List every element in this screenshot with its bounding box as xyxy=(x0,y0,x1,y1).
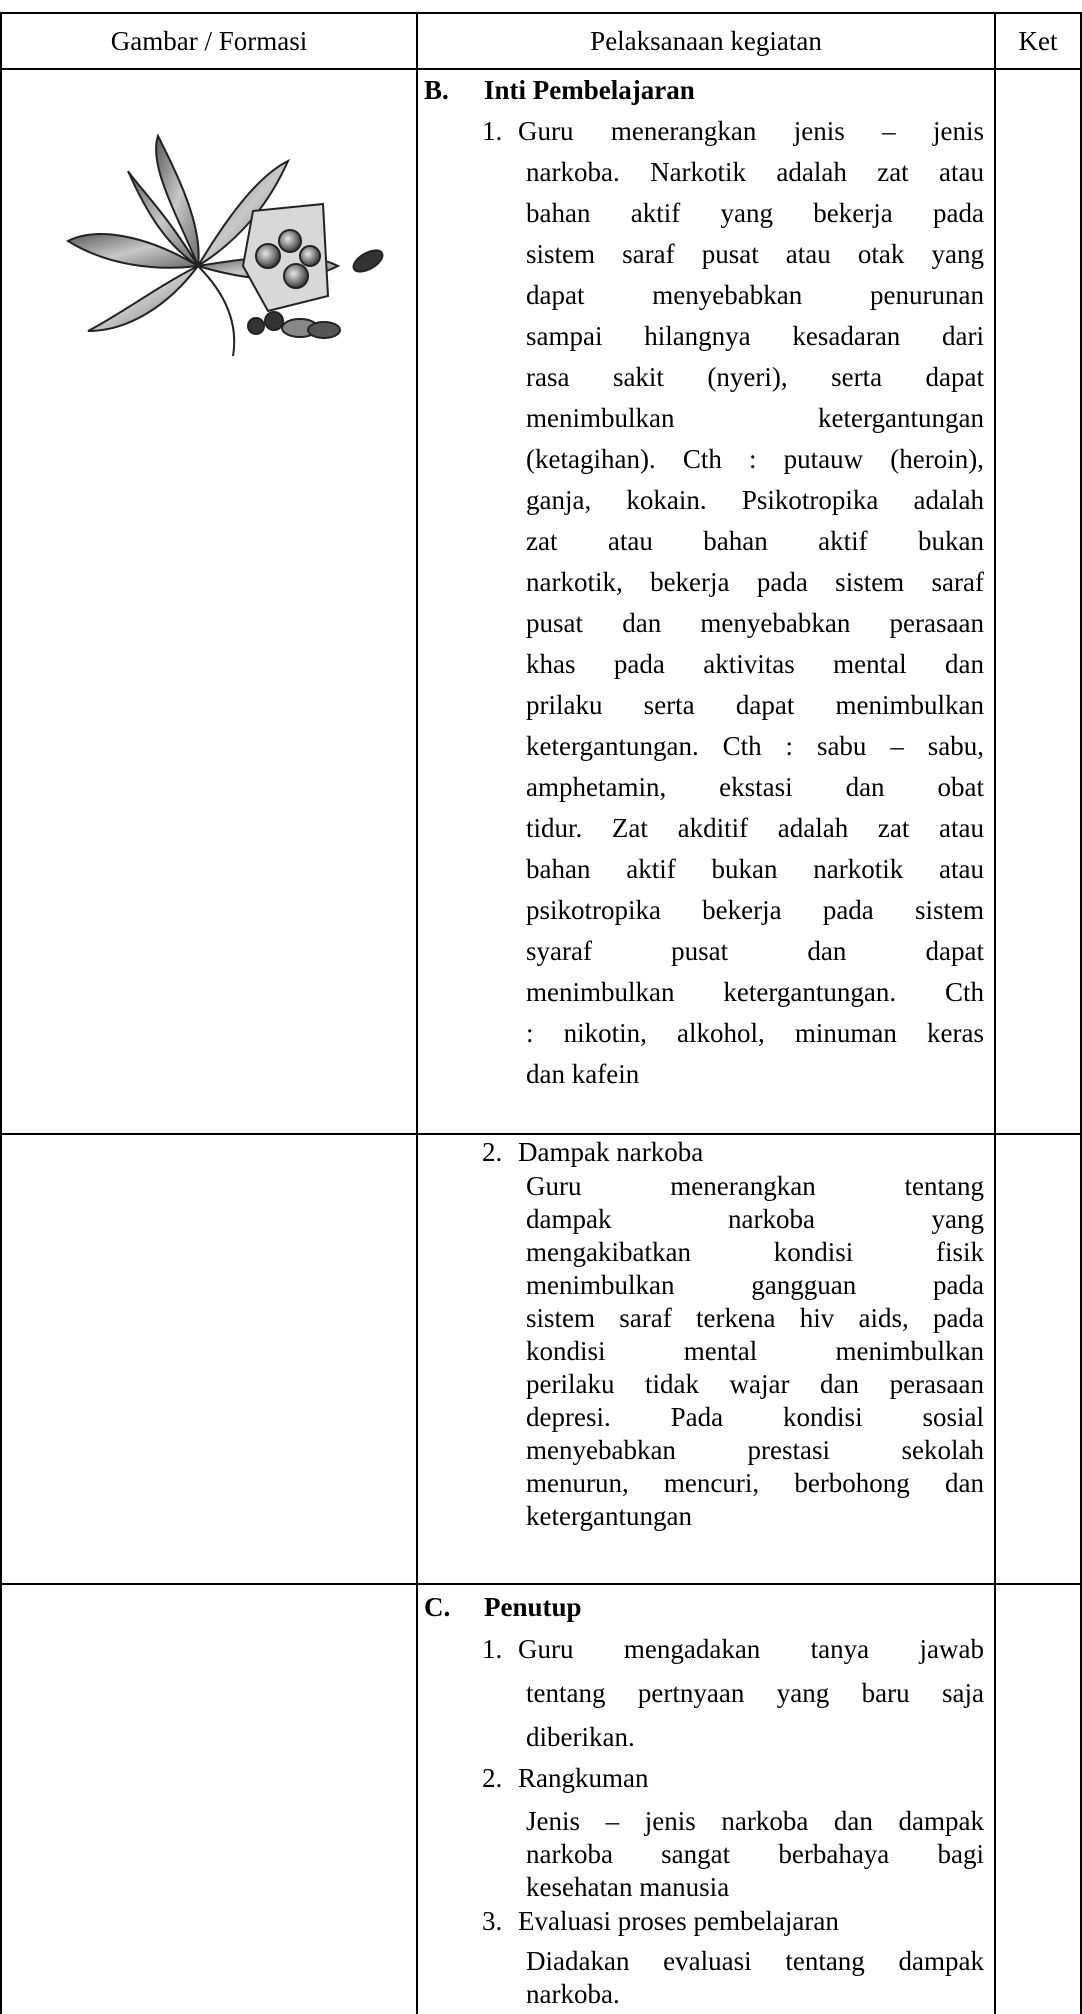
section-c-letter: C. xyxy=(424,1592,451,1622)
text-line: rasa sakit (nyeri), serta dapat xyxy=(526,362,984,392)
header-pelaksanaan-kegiatan: Pelaksanaan kegiatan xyxy=(590,25,822,56)
pill-bag-icon xyxy=(243,204,328,311)
text-line: ganja, kokain. Psikotropika adalah xyxy=(526,485,984,515)
text-line: bahan aktif bukan narkotik atau xyxy=(526,854,984,884)
text-line: syaraf pusat dan dapat xyxy=(526,936,984,966)
text-line: ketergantungan xyxy=(526,1501,692,1531)
text-line: kondisi mental menimbulkan xyxy=(526,1336,984,1366)
text-line: : nikotin, alkohol, minuman keras xyxy=(526,1018,984,1048)
item2-number: 2. xyxy=(482,1137,503,1167)
section-c-item3-title: Evaluasi proses pembelajaran xyxy=(518,1906,839,1936)
text-line: menyebabkan prestasi sekolah xyxy=(526,1435,984,1465)
section-b-title: Inti Pembelajaran xyxy=(484,75,695,105)
text-line: Jenis – jenis narkoba dan dampak xyxy=(526,1806,984,1836)
header-gambar-formasi: Gambar / Formasi xyxy=(110,25,308,56)
text-line: Diadakan evaluasi tentang dampak xyxy=(526,1946,984,1976)
text-line: khas pada aktivitas mental dan xyxy=(526,649,984,679)
text-line: menimbulkan ketergantungan. Cth xyxy=(526,977,984,1007)
text-line: narkoba. Narkotik adalah zat atau xyxy=(526,157,984,187)
text-line: narkoba. xyxy=(526,1979,620,2009)
section-c-item2-title: Rangkuman xyxy=(518,1763,649,1793)
table-border-left xyxy=(0,12,2,2014)
text-line: bahan aktif yang bekerja pada xyxy=(526,198,984,228)
text-line: dampak narkoba yang xyxy=(526,1204,984,1234)
text-line: amphetamin, ekstasi dan obat xyxy=(526,772,984,802)
text-line: sistem saraf pusat atau otak yang xyxy=(526,239,984,269)
text-line: menimbulkan ketergantungan xyxy=(526,403,984,433)
text-line: tidur. Zat akditif adalah zat atau xyxy=(526,813,984,843)
narcotics-illustration xyxy=(28,116,428,416)
text-line: ketergantungan. Cth : sabu – sabu, xyxy=(526,731,984,761)
section-c-item2-number: 2. xyxy=(482,1763,503,1793)
text-line: diberikan. xyxy=(526,1722,635,1752)
text-line: sistem saraf terkena hiv aids, pada xyxy=(526,1303,984,1333)
text-line: dapat menyebabkan penurunan xyxy=(526,280,984,310)
section-c-title: Penutup xyxy=(484,1592,582,1622)
text-line: prilaku serta dapat menimbulkan xyxy=(526,690,984,720)
section-b-item1-number: 1. xyxy=(482,116,503,146)
text-line: pusat dan menyebabkan perasaan xyxy=(526,608,984,638)
section-b-letter: B. xyxy=(424,75,449,105)
section-c-item1-number: 1. xyxy=(482,1634,503,1664)
text-line: Guru menerangkan tentang xyxy=(526,1171,984,1201)
item2-title: Dampak narkoba xyxy=(518,1137,704,1167)
text-line: perilaku tidak wajar dan perasaan xyxy=(526,1369,984,1399)
text-line: menurun, mencuri, berbohong dan xyxy=(526,1468,984,1498)
text-line: psikotropika bekerja pada sistem xyxy=(526,895,984,925)
text-line: Guru menerangkan jenis – jenis xyxy=(518,116,984,146)
text-line: narkoba sangat berbahaya bagi xyxy=(526,1839,984,1869)
text-line: tentang pertnyaan yang baru saja xyxy=(526,1678,984,1708)
row-divider-1 xyxy=(0,1133,1082,1135)
text-line: Guru mengadakan tanya jawab xyxy=(518,1634,984,1664)
text-line: zat atau bahan aktif bukan xyxy=(526,526,984,556)
text-line: mengakibatkan kondisi fisik xyxy=(526,1237,984,1267)
header-ket: Ket xyxy=(1018,25,1058,56)
table-divider-2 xyxy=(994,12,996,2014)
text-line: dan kafein xyxy=(526,1059,640,1089)
text-line: menimbulkan gangguan pada xyxy=(526,1270,984,1300)
section-c-item3-number: 3. xyxy=(482,1906,503,1936)
text-line: narkotik, bekerja pada sistem saraf xyxy=(526,567,984,597)
text-line: kesehatan manusia xyxy=(526,1872,730,1902)
text-line: (ketagihan). Cth : putauw (heroin), xyxy=(526,444,984,474)
text-line: depresi. Pada kondisi sosial xyxy=(526,1402,984,1432)
text-line: sampai hilangnya kesadaran dari xyxy=(526,321,984,351)
row-divider-2 xyxy=(0,1583,1082,1585)
